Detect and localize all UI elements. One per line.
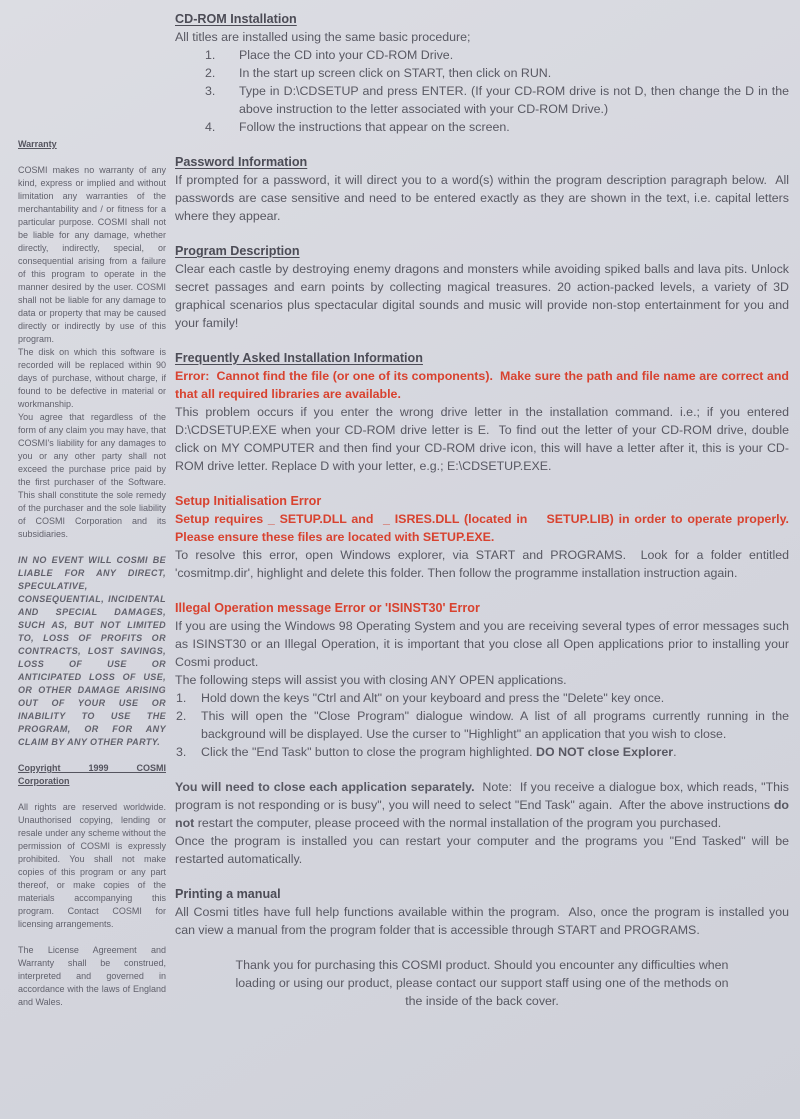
step-number: 3. <box>205 84 216 98</box>
step-number: 3. <box>176 745 187 759</box>
section-faq-installation <box>175 349 789 475</box>
manual-content <box>175 10 789 1027</box>
close-apps-step-2 <box>175 707 789 743</box>
do-not-emphasis: do not <box>175 798 789 830</box>
close-apps-step-3 <box>175 743 789 761</box>
password-information-heading: Password Information <box>175 155 308 169</box>
step-number: 1. <box>176 691 187 705</box>
section-cdrom-installation <box>175 10 789 136</box>
copyright-paragraph: All rights are reserved worldwide. Unauthorised copying, lending or resale under any scheme without the permission of COSMI is expressly prohibited. You shall not make copies of this program or any part thereof, or make copies of the materials accompanying this program. Contact COSMI for licensing arrangements. <box>18 802 166 929</box>
warranty-paragraph-1: COSMI makes no warranty of any kind, express or implied and without limitation any warranties of the merchantability and / or fitness for a particular purpose. COSMI shall not be liable for any damage, whether directly, indirectly, special, or consequential arising from a failure of this program to operate in the manner desired by the user. COSMI shall not be liable for any damage to data or property that may be caused directly or indirectly by use of this program. <box>18 165 166 344</box>
step-text: Place the CD into your CD-ROM Drive. <box>239 48 454 62</box>
close-apps-steps-list <box>175 689 789 761</box>
error-cannot-find-file-heading: Error: Cannot find the file (or one of its components). Make sure the path and file name are correct and that all required libraries are available. <box>175 369 789 401</box>
setup-initialisation-error-body: To resolve this error, open Windows explorer, via START and PROGRAMS. Look for a folder entitled 'cosmitmp.dir', highlight and delete this folder. Then follow the programme installation instruction again. <box>175 548 789 580</box>
close-each-application-lead: You will need to close each application separately. <box>175 780 475 794</box>
thank-you-paragraph: Thank you for purchasing this COSMI product. Should you encounter any difficulties when loading or using our product, please contact our support staff using one of the methods on the inside of the back cover. <box>235 958 729 1008</box>
illegal-operation-body-1: If you are using the Windows 98 Operating System and you are receiving several types of error messages such as ISINST30 or an Illegal Operation, it is important that you close all Open applications prior to installing your Cosmi product. <box>175 619 789 669</box>
cdrom-intro: All titles are installed using the same basic procedure; <box>175 30 471 44</box>
step-text: Click the "End Task" button to close the program highlighted. <box>201 745 537 759</box>
cdrom-step-1 <box>175 46 789 64</box>
restart-note-paragraph: Once the program is installed you can restart your computer and the programs you "End Tasked" will be restarted automatically. <box>175 834 789 866</box>
cdrom-installation-heading: CD-ROM Installation <box>175 12 297 26</box>
warranty-paragraph-2: The disk on which this software is recorded will be replaced within 90 days of purchase, without charge, if found to be defective in material or workmanship. <box>18 347 166 409</box>
step-number: 2. <box>176 709 187 723</box>
cdrom-step-3 <box>175 82 789 118</box>
setup-initialisation-error-detail: Setup requires _ SETUP.DLL and _ ISRES.DLL (located in SETUP.LIB) in order to operate properly. Please ensure these files are located with SETUP.EXE. <box>175 512 789 544</box>
warranty-sidebar <box>18 138 166 1009</box>
step-text-after: . <box>673 745 677 759</box>
close-each-application-paragraph <box>175 778 789 832</box>
warranty-paragraph-3: You agree that regardless of the form of any claim you may have, that COSMI's liability for any damages to you or any other party shall not exceed the purchase price paid by the first purchaser of the Software. This shall constitute the sole remedy of the purchaser and the sole liability of COSMI Corporation and its subsidiaries. <box>18 412 166 539</box>
section-close-each-application <box>175 778 789 868</box>
step-text: Hold down the keys "Ctrl and Alt" on your keyboard and press the "Delete" key once. <box>201 691 665 705</box>
password-information-body: If prompted for a password, it will direct you to a word(s) within the program description paragraph below. All passwords are case sensitive and need to be entered exactly as they are shown in the text, i.e. capital letters where they appear. <box>175 173 789 223</box>
section-thank-you <box>175 956 789 1010</box>
illegal-operation-body-2: The following steps will assist you with closing ANY OPEN applications. <box>175 673 567 687</box>
section-program-description <box>175 242 789 332</box>
section-illegal-operation-error <box>175 599 789 761</box>
error-cannot-find-file-body: This problem occurs if you enter the wrong drive letter in the installation command. i.e.; if you entered D:\CDSETUP.EXE when your CD-ROM drive letter is E. To find out the letter of your CD-ROM drive, double click on MY COMPUTER and then find your CD-ROM drive icon, this will have a letter after it, this is your CD-ROM drive letter. Replace D with your letter, e.g.; E:\CDSETUP.EXE. <box>175 405 789 473</box>
faq-heading: Frequently Asked Installation Information <box>175 351 423 365</box>
cdrom-steps-list <box>175 46 789 136</box>
close-apps-step-1 <box>175 689 789 707</box>
printing-a-manual-body: All Cosmi titles have full help functions available within the program. Also, once the program is installed you can view a manual from the program folder that is accessible through START and PROGRAMS. <box>175 905 789 937</box>
setup-initialisation-error-heading: Setup Initialisation Error <box>175 494 322 508</box>
section-password-information <box>175 153 789 225</box>
step-text-bold: DO NOT close Explorer <box>536 745 674 759</box>
license-paragraph: The License Agreement and Warranty shall be construed, interpreted and governed in accordance with the laws of England and Wales. <box>18 945 166 1007</box>
warranty-heading: Warranty <box>18 139 57 149</box>
printing-a-manual-heading: Printing a manual <box>175 887 281 901</box>
section-printing-a-manual <box>175 885 789 939</box>
liability-notice: IN NO EVENT WILL COSMI BE LIABLE FOR ANY DIRECT, SPECULATIVE, CONSEQUENTIAL, INCIDENTAL AND SPECIAL DAMAGES, SUCH AS, BUT NOT LIMITED TO, LOSS OF PROFITS OR CONTRACTS, LOST SAVINGS, LOSS OF USE OR ANTICIPATED LOSS OF USE, OR OTHER DAMAGE ARISING OUT OF YOUR USE OR INABILITY TO USE THE PROGRAM, OR FOR ANY CLAIM BY ANY OTHER PARTY. <box>18 555 166 747</box>
copyright-heading: Copyright 1999 COSMI Corporation <box>18 763 166 786</box>
illegal-operation-error-heading: Illegal Operation message Error or 'ISINST30' Error <box>175 601 480 615</box>
close-each-application-rest: restart the computer, please proceed with the normal installation of the program you purchased. <box>194 816 722 830</box>
step-text: This will open the "Close Program" dialogue window. A list of all programs currently running in the background will be displayed. Use the curser to "Highlight" an application that you wish to close. <box>201 709 789 741</box>
program-description-heading: Program Description <box>175 244 300 258</box>
program-description-body: Clear each castle by destroying enemy dragons and monsters while avoiding spiked balls and lava pits. Unlock secret passages and earn points by collecting magical treasures. 20 action-packed levels, a variety of 3D graphical scenarios plus spectacular digital sounds and music will provide non-stop entertainment for you and your family! <box>175 262 789 330</box>
step-text: In the start up screen click on START, then click on RUN. <box>239 66 552 80</box>
section-setup-initialisation-error <box>175 492 789 582</box>
step-text: Follow the instructions that appear on the screen. <box>239 120 510 134</box>
cdrom-step-2 <box>175 64 789 82</box>
step-number: 2. <box>205 66 216 80</box>
step-number: 1. <box>205 48 216 62</box>
step-text: Type in D:\CDSETUP and press ENTER. (If your CD-ROM drive is not D, then change the D in the above instruction to the letter associated with your CD-ROM Drive.) <box>239 84 789 116</box>
close-each-application-note: Note: If you receive a dialogue box, which reads, "This program is not responding or is busy", you will need to select "End Task" again. After the above instructions <box>175 780 789 812</box>
step-number: 4. <box>205 120 216 134</box>
cdrom-step-4 <box>175 118 789 136</box>
